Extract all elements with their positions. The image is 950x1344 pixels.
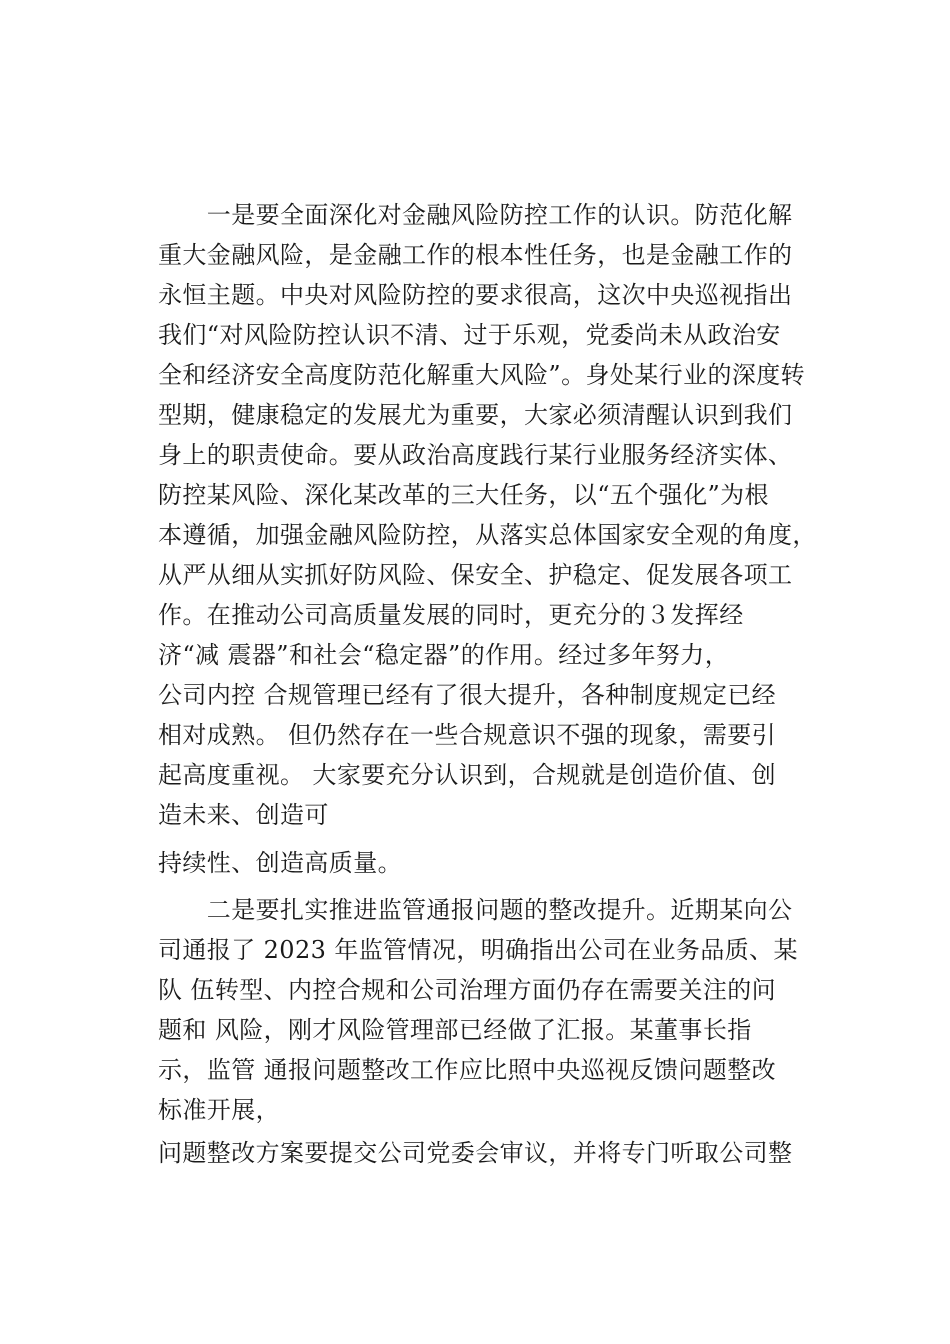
paragraph-1-line-14: 相对成熟。 但仍然存在一些合规意识不强的现象，需要引 [158, 721, 777, 749]
paragraph-1-line-12: 济“减 震器”和社会“稳定器”的作用。经过多年努力， [158, 641, 730, 669]
paragraph-1-line-9: 本遵循，加强金融风险防控，从落实总体国家安全观的角度， [158, 521, 817, 549]
paragraph-1-line-2: 重大金融风险，是金融工作的根本性任务，也是金融工作的 [158, 241, 793, 269]
paragraph-2-line-4: 题和 风险，刚才风险管理部已经做了汇报。某董事长指 [158, 1016, 752, 1044]
paragraph-1-line-7: 身上的职责使命。要从政治高度践行某行业服务经济实体、 [158, 441, 793, 469]
paragraph-1-line-3: 永恒主题。中央对风险防控的要求很高，这次中央巡视指出 [158, 281, 793, 309]
paragraph-1-line-4: 我们“对风险防控认识不清、过于乐观，党委尚未从政治安 [158, 321, 781, 349]
paragraph-1-line-15: 起高度重视。 大家要充分认识到，合规就是创造价值、创 [158, 761, 777, 789]
paragraph-2-line-5: 示，监管 通报问题整改工作应比照中央巡视反馈问题整改 [158, 1056, 777, 1084]
paragraph-1-line-1: 一是要全面深化对金融风险防控工作的认识。防范化解 [158, 201, 793, 229]
paragraph-2-line-3: 队 伍转型、内控合规和公司治理方面仍存在需要关注的问 [158, 976, 777, 1004]
paragraph-2-line-1: 二是要扎实推进监管通报问题的整改提升。近期某向公 [158, 896, 793, 924]
paragraph-2-line-7: 问题整改方案要提交公司党委会审议，并将专门听取公司整 [158, 1139, 793, 1167]
paragraph-1-line-8: 防控某风险、深化某改革的三大任务，以“五个强化”为根 [158, 481, 769, 509]
paragraph-2-line-2: 司通报了 2023 年监管情况，明确指出公司在业务品质、某 [158, 936, 798, 964]
paragraph-1-line-10: 从严从细从实抓好防风险、保安全、护稳定、促发展各项工 [158, 561, 793, 589]
paragraph-2-line-6: 标准开展， [158, 1096, 280, 1124]
paragraph-1-line-6: 型期，健康稳定的发展尤为重要，大家必须清醒认识到我们 [158, 401, 793, 429]
paragraph-1-line-16: 造未来、创造可 [158, 801, 329, 829]
paragraph-1-line-17: 持续性、创造高质量。 [158, 849, 402, 877]
paragraph-1-line-13: 公司内控 合规管理已经有了很大提升，各种制度规定已经 [158, 681, 777, 709]
paragraph-1-line-5: 全和经济安全高度防范化解重大风险”。身处某行业的深度转 [158, 361, 806, 389]
paragraph-1-line-11: 作。在推动公司高质量发展的同时，更充分的３发挥经 [158, 601, 744, 629]
